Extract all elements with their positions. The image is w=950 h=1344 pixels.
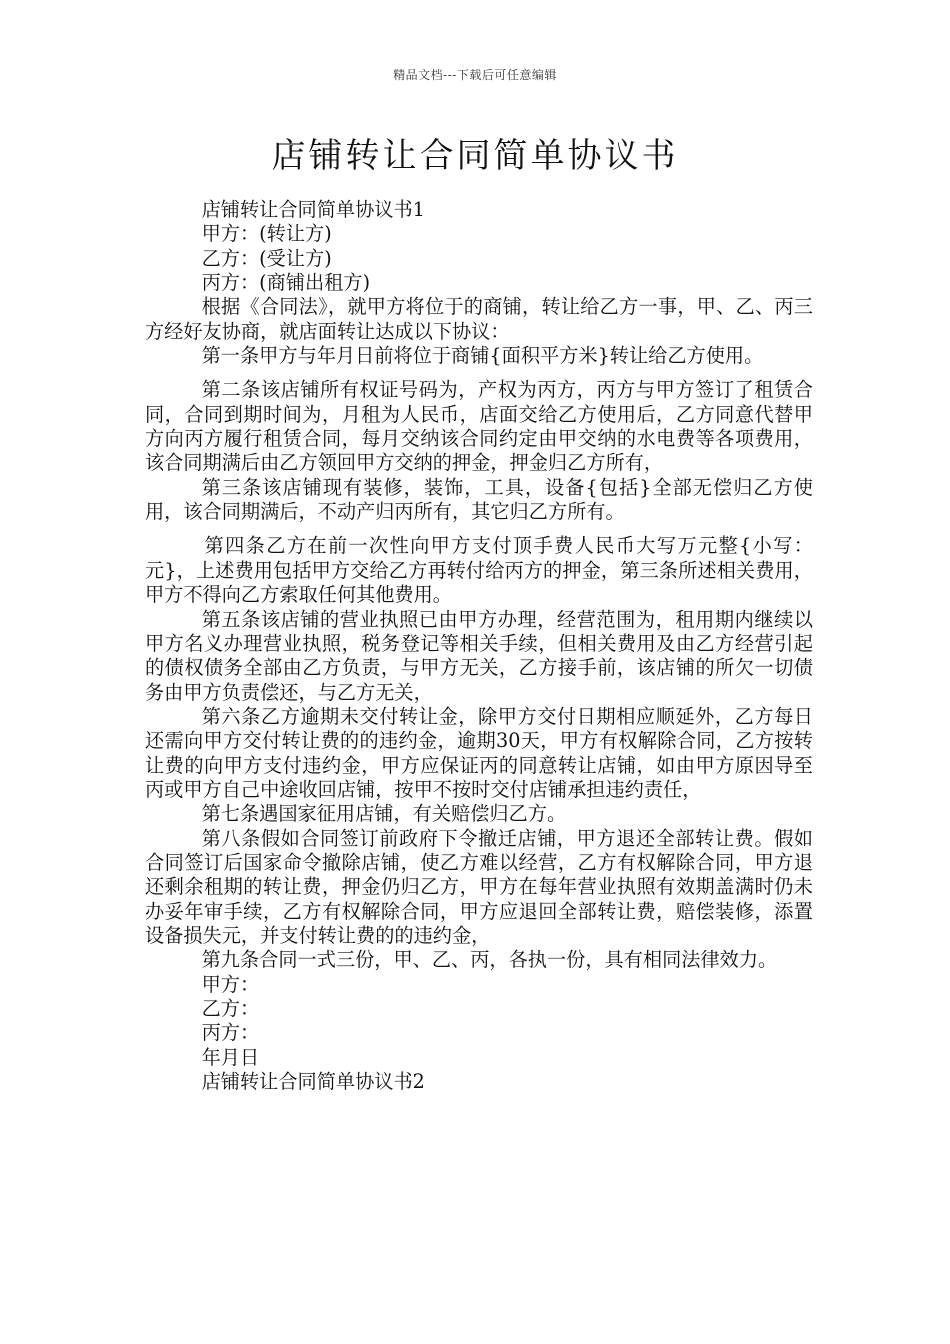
agreement-subtitle-2: 店铺转让合同简单协议书2 bbox=[201, 1070, 425, 1094]
clause-8: 第八条假如合同签订前政府下令撤迁店铺，甲方退还全部转让费。假如合同签订后国家命令撤除店铺，使乙方难以经营，乙方有权解除合同，甲方退还剩余租期的转让费，押金仍归乙方，甲方在每年营业执照有效期盖满时仍未办妥年审手续，乙方有权解除合同，甲方应退回全部转让费，赔偿装修，添置设备损失元，并支付转让费的的违约金， bbox=[145, 826, 813, 947]
clause-2: 第二条该店铺所有权证号码为，产权为丙方，丙方与甲方签订了租赁合同，合同到期时间为，月租为人民币，店面交给乙方使用后，乙方同意代替甲方向丙方履行租赁合同，每月交纳该合同约定由甲交纳的水电费等各项费用，该合同期满后由乙方领回甲方交纳的押金，押金归乙方所有， bbox=[145, 378, 813, 475]
party-c-line: 丙方：(商铺出租方) bbox=[201, 271, 371, 295]
document-title: 店铺转让合同简单协议书 bbox=[271, 136, 679, 176]
signature-party-a: 甲方： bbox=[201, 972, 260, 996]
clause-1: 第一条甲方与年月日前将位于商铺{面积平方米}转让给乙方使用。 bbox=[201, 344, 764, 368]
clause-3: 第三条该店铺现有装修，装饰，工具，设备{包括}全部无偿归乙方使用，该合同期满后，不动产归丙所有，其它归乙方所有。 bbox=[145, 475, 813, 524]
clause-6: 第六条乙方逾期未交付转让金，除甲方交付日期相应顺延外，乙方每日还需向甲方交付转让费的的违约金，逾期30天，甲方有权解除合同，乙方按转让费的向甲方支付违约金，甲方应保证丙的同意转让店铺，如由甲方原因导至丙或甲方自己中途收回店铺，按甲不按时交付店铺承担违约责任， bbox=[145, 704, 813, 801]
clause-4: 第四条乙方在前一次性向甲方支付顶手费人民币大写万元整{小写：元}，上述费用包括甲方交给乙方再转付给丙方的押金，第三条所述相关费用，甲方不得向乙方索取任何其他费用。 bbox=[145, 534, 813, 607]
party-a-line: 甲方：(转让方) bbox=[201, 222, 332, 246]
preamble-paragraph: 根据《合同法》，就甲方将位于的商铺，转让给乙方一事，甲、乙、丙三方经好友协商，就店面转让达成以下协议： bbox=[145, 295, 813, 343]
header-note: 精品文档---下载后可任意编辑 bbox=[393, 68, 557, 82]
clause-5: 第五条该店铺的营业执照已由甲方办理，经营范围为，租用期内继续以甲方名义办理营业执照，税务登记等相关手续，但相关费用及由乙方经营引起的债权债务全部由乙方负责，与甲方无关，乙方接手前，该店铺的所欠一切债务由甲方负责偿还，与乙方无关， bbox=[145, 607, 813, 704]
agreement-subtitle-1: 店铺转让合同简单协议书1 bbox=[201, 198, 425, 221]
clause-9: 第九条合同一式三份，甲、乙、丙，各执一份，具有相同法律效力。 bbox=[201, 948, 778, 972]
signature-party-c: 丙方： bbox=[201, 1021, 260, 1045]
document-body bbox=[145, 198, 813, 1094]
date-line: 年月日 bbox=[201, 1045, 260, 1069]
signature-party-b: 乙方： bbox=[201, 997, 260, 1020]
party-b-line: 乙方：(受让方) bbox=[201, 246, 332, 270]
clause-7: 第七条遇国家征用店铺，有关赔偿归乙方。 bbox=[201, 802, 567, 826]
